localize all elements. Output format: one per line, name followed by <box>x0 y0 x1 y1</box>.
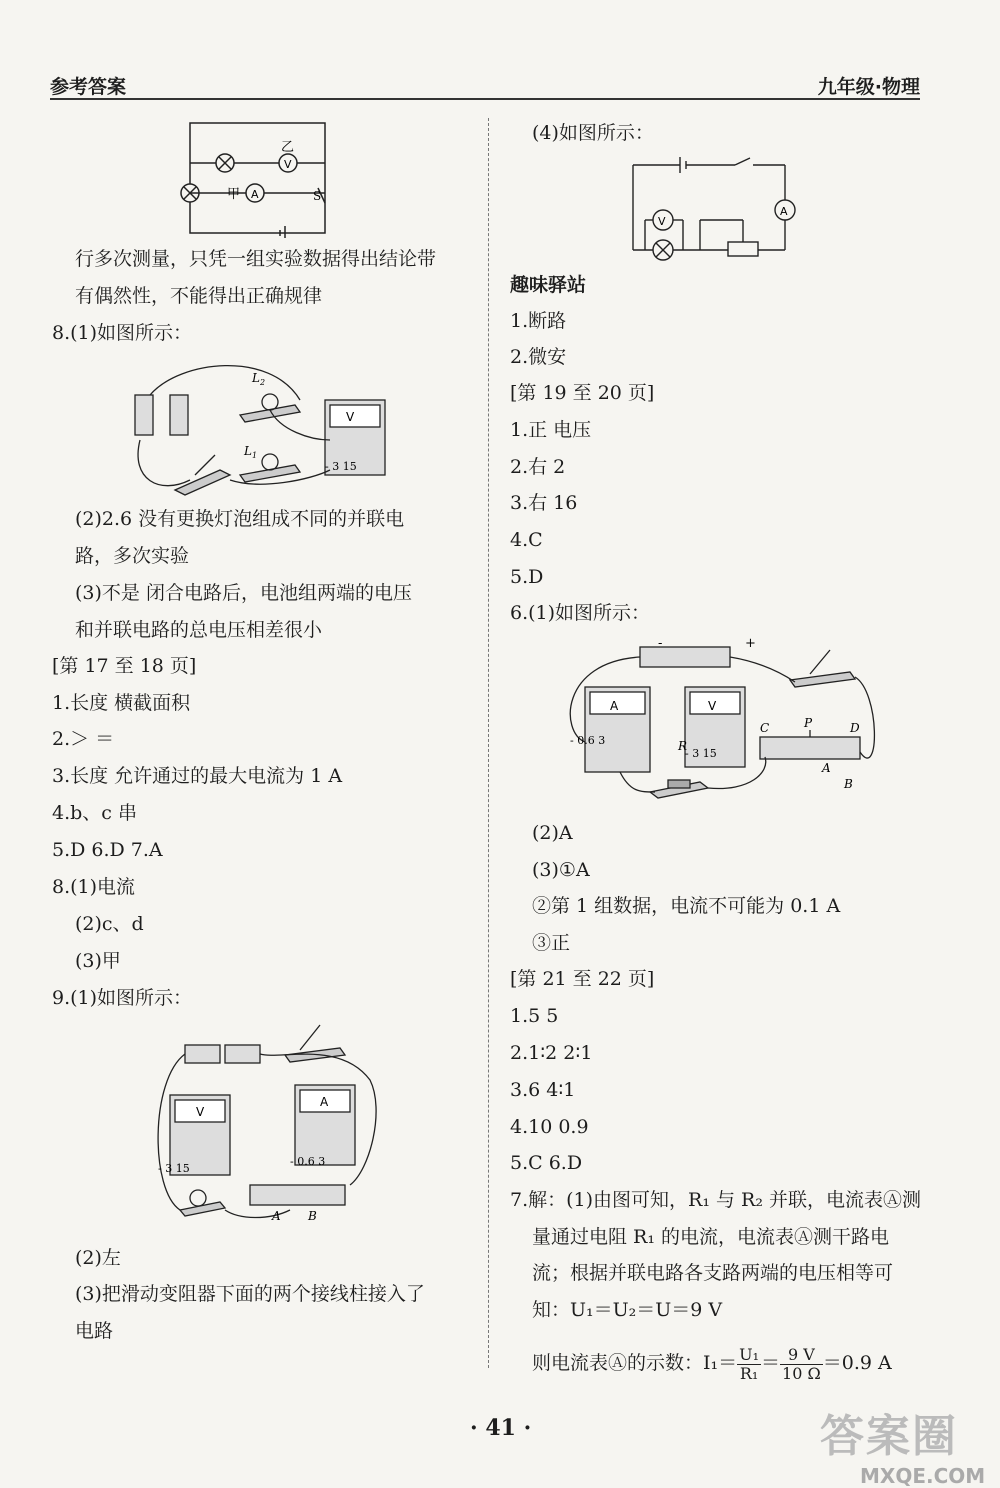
answer-line: 5.D <box>510 566 544 588</box>
watermark-small: MXQE.COM <box>860 1464 986 1488</box>
answer-line: (3)①A <box>532 859 590 881</box>
column-divider <box>488 118 489 1368</box>
answer-8-2a: (2)2.6 没有更换灯泡组成不同的并联电 <box>75 508 405 530</box>
svg-text:L2 <box>251 371 265 387</box>
section-21-22: [第 21 至 22 页] <box>510 968 655 990</box>
label-r: R <box>678 739 688 753</box>
watermark-logo <box>820 1400 985 1488</box>
answer-line: 电路 <box>75 1320 114 1342</box>
answer-line: 1.正 电压 <box>510 419 592 441</box>
answer-line: 流；根据并联电路各支路两端的电压相等可 <box>532 1262 894 1284</box>
label-a: A <box>610 699 619 713</box>
label-l1-sub: 1 <box>251 451 258 460</box>
circuit-diagram-9 <box>150 1020 380 1230</box>
label-p: P <box>804 716 813 730</box>
battery-plus: + <box>745 636 756 651</box>
answer-line: 2.右 2 <box>510 456 566 478</box>
label-s: S <box>313 189 322 203</box>
answer-line: 知：U₁＝U₂＝U＝9 V <box>532 1299 723 1321</box>
svg-text:V: V <box>284 158 292 171</box>
label-a: A <box>320 1095 329 1109</box>
formula-line <box>532 1343 892 1383</box>
answer-line: 8.(1)电流 <box>52 876 136 898</box>
rheostat-b: B <box>308 1209 317 1223</box>
question-4: (4)如图所示： <box>532 122 654 144</box>
answer-line: 4.10 0.9 <box>510 1116 589 1138</box>
fun-station-title: 趣味驿站 <box>510 274 587 296</box>
v-meter-scale: - 3 15 <box>158 1162 190 1175</box>
svg-text:V: V <box>346 410 355 424</box>
answer-line: 3.长度 允许通过的最大电流为 1 A <box>52 765 343 787</box>
meter-scale: - 3 15 <box>325 460 357 473</box>
answer-line: (3)把滑动变阻器下面的两个接线柱接入了 <box>75 1283 425 1305</box>
label-l2-sub: 2 <box>259 378 266 387</box>
section-17-18: [第 17 至 18 页] <box>52 655 197 677</box>
answer-line: (3)甲 <box>75 950 121 972</box>
circuit-diagram-4 <box>625 150 805 265</box>
circuit-diagram-6 <box>560 632 880 802</box>
fraction-values <box>780 1346 823 1383</box>
section-19-20: [第 19 至 20 页] <box>510 382 655 404</box>
frac-den: 10 Ω <box>782 1363 821 1383</box>
formula-prefix: 则电流表Ⓐ的示数：I₁＝ <box>532 1352 738 1374</box>
frac-num: U₁ <box>739 1344 760 1364</box>
answer-line: (2)A <box>532 822 573 844</box>
rheostat-a: A <box>822 761 831 775</box>
answer-line: 6.(1)如图所示： <box>510 602 651 624</box>
label-a: A <box>780 205 788 218</box>
answer-line: 1.5 5 <box>510 1005 559 1027</box>
header-right: 九年级·物理 <box>817 76 920 98</box>
answer-line: 4.b、c 串 <box>52 802 137 824</box>
formula-result: ＝0.9 A <box>822 1352 892 1374</box>
answer-8-2b: 路，多次实验 <box>75 545 190 567</box>
text-line: 行多次测量，只凭一组实验数据得出结论带 <box>75 248 437 270</box>
answer-line: 1.长度 横截面积 <box>52 692 191 714</box>
answer-8-3a: (3)不是 闭合电路后，电池组两端的电压 <box>75 582 412 604</box>
label-jia: 甲 <box>227 187 241 202</box>
answer-line: 2.微安 <box>510 346 567 368</box>
answer-line: 1.断路 <box>510 310 567 332</box>
answer-line: 量通过电阻 R₁ 的电流，电流表Ⓐ测干路电 <box>532 1226 890 1248</box>
equals: ＝ <box>761 1352 781 1374</box>
circuit-diagram-8 <box>120 360 400 500</box>
label-l2: L <box>252 371 260 385</box>
battery-minus: - <box>658 636 663 651</box>
label-v: V <box>196 1105 205 1119</box>
answer-line: 7.解：(1)由图可知，R₁ 与 R₂ 并联，电流表Ⓐ测 <box>510 1189 922 1211</box>
answer-line: 9.(1)如图所示： <box>52 987 193 1009</box>
label-c: C <box>760 721 770 735</box>
answer-line: 2.1∶2 2∶1 <box>510 1042 593 1064</box>
answer-line: 4.C <box>510 529 543 551</box>
label-v: V <box>708 699 717 713</box>
answer-line: 3.右 16 <box>510 492 578 514</box>
answer-line: (2)左 <box>75 1247 121 1269</box>
frac-den: R₁ <box>739 1363 759 1383</box>
answer-line: 5.D 6.D 7.A <box>52 839 163 861</box>
svg-text:L1 <box>243 444 257 460</box>
frac-num: 9 V <box>780 1346 823 1365</box>
answer-line: ②第 1 组数据，电流不可能为 0.1 A <box>532 895 841 917</box>
answer-line: 3.6 4∶1 <box>510 1079 576 1101</box>
svg-text:A: A <box>251 188 259 201</box>
a-meter-scale: - 0.6 3 <box>290 1155 326 1168</box>
rheostat-a: A <box>272 1209 281 1223</box>
circuit-diagram-1 <box>175 118 340 238</box>
answer-line: 5.C 6.D <box>510 1152 583 1174</box>
header-left: 参考答案 <box>50 76 127 98</box>
rheostat-b: B <box>844 777 853 791</box>
answer-line: (2)c、d <box>75 913 144 935</box>
label-d: D <box>850 721 860 735</box>
fraction-u-over-r <box>737 1346 761 1383</box>
answer-line: ③正 <box>532 932 571 954</box>
label-v: V <box>658 215 666 228</box>
v-meter-scale: - 3 15 <box>685 747 717 760</box>
label-l1: L <box>244 444 252 458</box>
text-line: 有偶然性，不能得出正确规律 <box>75 285 323 307</box>
question-8-1: 8.(1)如图所示： <box>52 322 193 344</box>
watermark-big: 答案圈 <box>820 1411 958 1462</box>
answer-line: 2.＞ ＝ <box>52 728 115 750</box>
answer-8-3b: 和并联电路的总电压相差很小 <box>75 619 323 641</box>
page-number: · 41 · <box>470 1415 532 1441</box>
label-yi: 乙 <box>281 140 295 155</box>
page-header <box>50 68 920 100</box>
a-meter-scale: - 0.6 3 <box>570 734 606 747</box>
